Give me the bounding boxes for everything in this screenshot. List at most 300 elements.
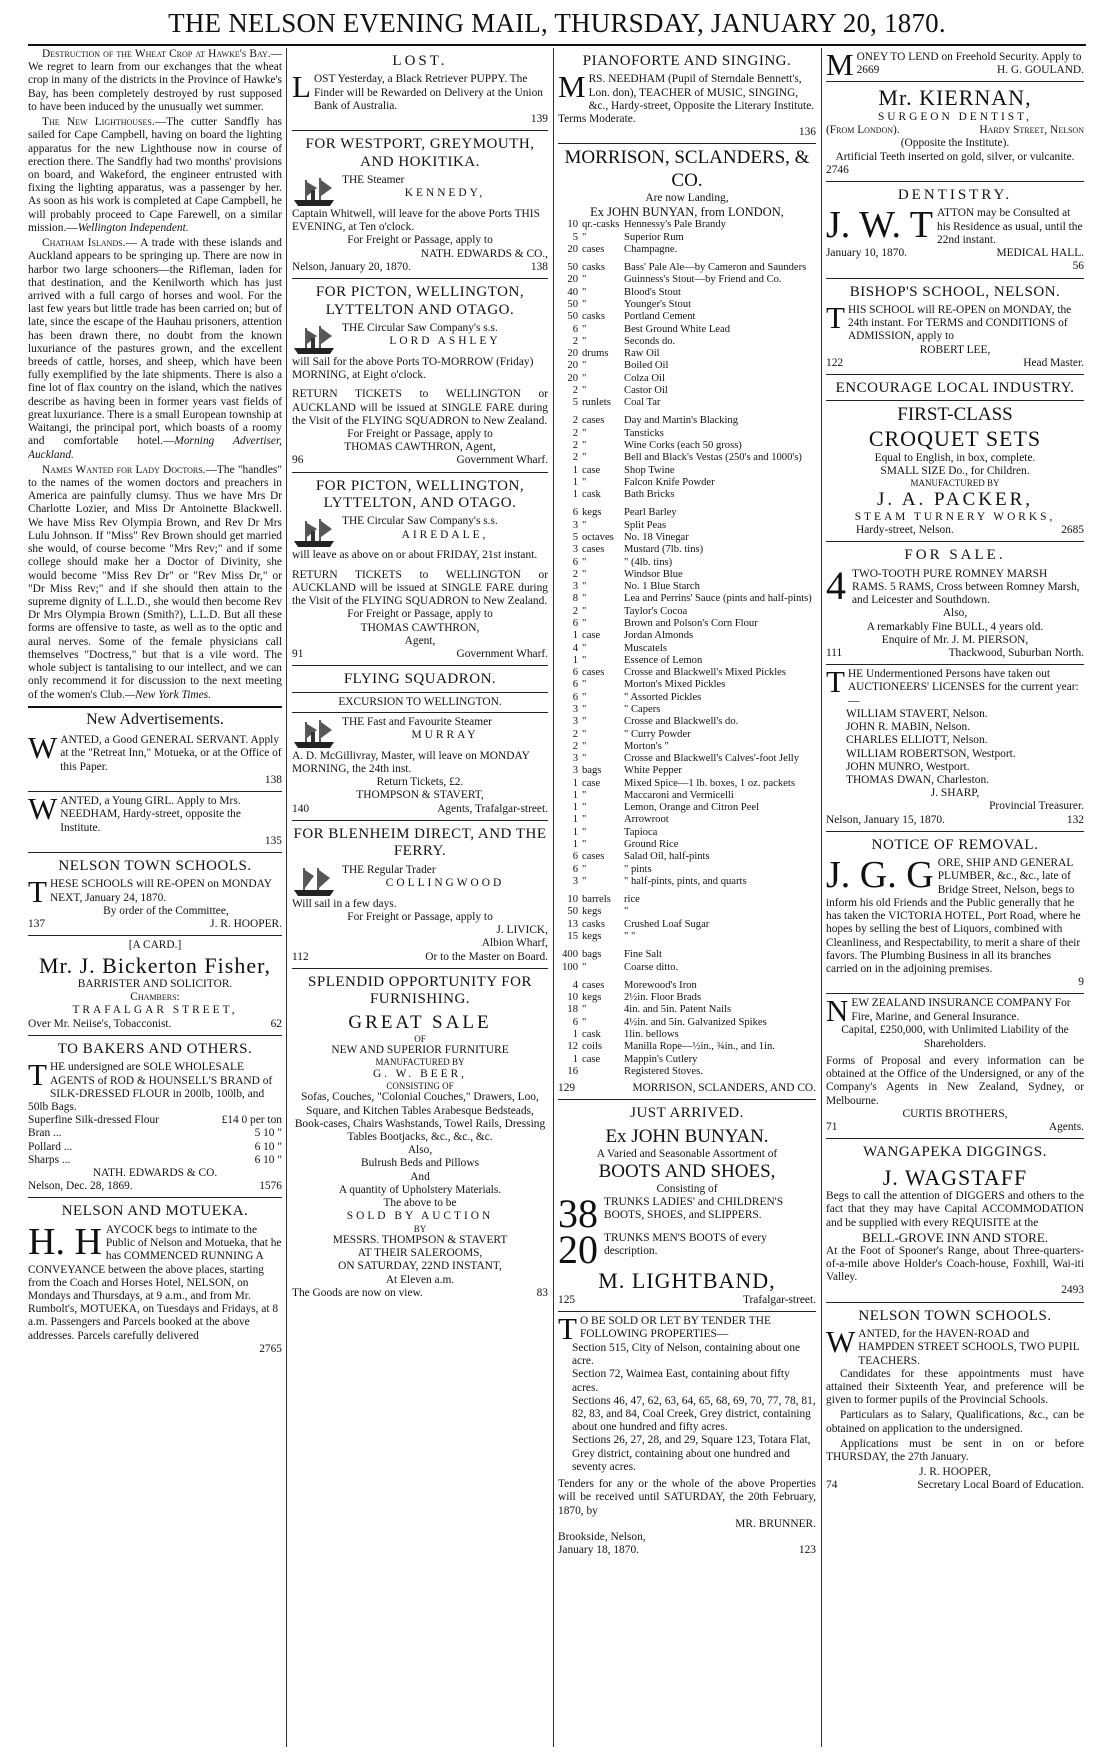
goods-cell: 2 <box>572 427 578 439</box>
goods-cell: case <box>582 777 601 789</box>
goods-cell: 400 <box>562 949 578 961</box>
column-2 <box>292 48 548 1747</box>
goods-cell: Arrowroot <box>624 814 669 826</box>
goods-cell: No. 1 Blue Starch <box>624 581 700 593</box>
goods-row <box>558 692 816 704</box>
goods-cell: Castor Oil <box>624 384 668 396</box>
goods-row <box>558 557 816 569</box>
goods-row <box>558 1054 816 1066</box>
news-item: Destruction of the Wheat Crop at Hawke's Bay.—We regret to learn from our exchanges that the wheat crop in many of the districts in the Province of Hawke's Bay, has been completely destroyed by rust supposed to have been induced by the unusually wet summer. <box>28 48 282 113</box>
goods-cell: 50 <box>567 262 578 274</box>
goods-list <box>558 262 816 409</box>
goods-cell: " <box>582 863 587 875</box>
goods-cell: 50 <box>567 311 578 323</box>
goods-row <box>558 532 816 544</box>
advertisement: MORRISON, SCLANDERS, & CO. Are now Landing, Ex JOHN BUNYAN, from LONDON, 10 qr.-casks Hennessy's Pale Brandy 5 " Superior Rum 20 cases Champagne. 50 casks Bass' Pale Ale—by Cameron and Saunders 20 " Guinness's Stout—by Friend and Co. 40 " Blood's Stout 50 " Younger's Stout 50 casks Portland Cement 6 " Best Ground White Lead 2 " Seconds do. 20 drums Raw Oil 20 " Boiled Oil 20 " Colza Oil 2 " Castor Oil 5 runlets Coal Tar 2 cases Day and Martin's Blacking 2 " Tansticks 2 " Wine Corks (each 50 gross) 2 " Bell and Black's Vestas (250's and 1000's) 1 case Shop Twine 1 " Falcon Knife Powder 1 cask Bath Bricks 6 kegs Pearl Barley 3 " Split Peas 5 octaves No. 18 Vinegar 3 cases Mustard (7lb. tins) 6 " " (4lb. tins) 2 " Windsor Blue 3 " No. 1 Blue Starch 8 " Lea and Perrins' Sauce (pints and half-pints) 2 " Taylor's Cocoa 6 " Brown and Polson's Corn Flour 1 case Jordan Almonds 4 " Muscatels 1 " Essence of Lemon 6 cases Crosse and Blackwell's Mixed Pickles 6 " Morton's Mixed Pickles 6 " " Assorted Pickles 3 " " Capers 3 " Crosse and Blackwell's do. 2 " " Curry Powder 2 " Morton's " 3 " Crosse and Blackwell's Calves'-foot Jelly 3 bags White Pepper 1 case Mixed Spice—1 lb. boxes, 1 oz. packets 1 " Maccaroni and Vermicelli 1 " Lemon, Orange and Citron Peel 1 " Arrowroot 1 " Tapioca 1 " Ground Rice 6 cases Salad Oil, half-pints 6 " " pints 3 " " half-pints, pints, and quarts 10 barrels rice 50 kegs " 13 casks Crushed Loaf Sugar 15 kegs " " 400 bags Fine Salt 100 " Coarse ditto. 4 cases Morewood's Iron 10 kegs 2½in. Floor Brads 18 " 4in. and 5in. Patent Nails 6 " 4½in. and 5in. Galvanized Spikes 1 cask 1lin. bellows 12 coils Manilla Rope—½in., ¾in., and 1in. 1 case Mappin's Cutlery 16 Registered Stoves. 129 MORRISON, SCLANDERS, AND CO. <box>558 144 816 1100</box>
goods-cell: " <box>582 568 587 580</box>
goods-cell: Falcon Knife Powder <box>624 476 715 488</box>
goods-cell: Seconds do. <box>624 335 676 347</box>
list-item: Section 72, Waimea East, containing about fifty acres. <box>572 1368 790 1394</box>
goods-cell: " <box>582 372 587 384</box>
goods-cell: 4½in. and 5in. Galvanized Spikes <box>624 1016 767 1028</box>
goods-row <box>558 851 816 863</box>
goods-row <box>558 606 816 618</box>
goods-cell: 1 <box>572 489 578 501</box>
goods-row <box>558 581 816 593</box>
goods-row <box>558 962 816 974</box>
goods-list <box>558 507 816 888</box>
goods-cell: Mixed Spice—1 lb. boxes, 1 oz. packets <box>624 777 795 789</box>
goods-cell: 1lin. bellows <box>624 1028 679 1040</box>
goods-row <box>558 741 816 753</box>
goods-row <box>558 520 816 532</box>
goods-row <box>558 931 816 943</box>
goods-cell: Younger's Stout <box>624 298 692 310</box>
goods-cell: 10 <box>567 894 578 906</box>
property-list <box>558 1342 816 1474</box>
goods-row <box>558 778 816 790</box>
goods-row <box>558 452 816 464</box>
goods-cell: bags <box>582 765 602 777</box>
advertisement: NEW ZEALAND INSURANCE COMPANY For Fire, Marine, and General Insurance. Capital, £250,000, with Unlimited Liability of the Shareholders. Forms of Proposal and every information can be obtained at the Office of the Undersigned, or any of the Company's Agents in New Zealand, Sydney, or Melbourne. CURTIS BROTHERS, 71 Agents. <box>826 994 1084 1139</box>
goods-row <box>558 232 816 244</box>
goods-cell: " <box>582 716 587 728</box>
goods-cell: cases <box>582 243 605 255</box>
goods-cell: 20 <box>567 243 578 255</box>
column-1 <box>28 48 282 1747</box>
goods-cell: " <box>582 335 587 347</box>
goods-cell: 2 <box>572 440 578 452</box>
column-divider <box>821 48 822 1747</box>
goods-row <box>558 919 816 931</box>
list-item: JOHN MUNRO, Westport. <box>846 760 970 773</box>
goods-cell: drums <box>582 348 609 360</box>
goods-row <box>558 704 816 716</box>
goods-cell: Lea and Perrins' Sauce (pints and half-pints) <box>624 593 812 605</box>
goods-cell: Pearl Barley <box>624 507 677 519</box>
goods-row <box>558 1017 816 1029</box>
goods-cell: Portland Cement <box>624 311 696 323</box>
goods-cell: cases <box>582 544 605 556</box>
goods-cell: 20 <box>567 372 578 384</box>
goods-cell: 18 <box>567 1004 578 1016</box>
goods-row <box>558 790 816 802</box>
news-item: Names Wanted for Lady Doctors.—The "handles" to the names of the women doctors and preachers in America are painfully clumsy. Thus we have Mrs Dr Charlotte Lozier, and Miss Dr Antoinette Blackwell. We have Miss Rev Olympia Brown, and Rev Dr Mrs Lulu Johnson. If "Miss" Rev Brown should get married she would, of course become "Mrs Rev;" and if some college should make her a Doctor of Divinity, she would become "Miss Rev Dr" or "Rev Miss Dr," or "Dr Miss Rev;" and if she should then attain to the supreme dignity of L.L.D., she would then become Rev Dr Mrs Olympia Brown (Smith?), L.L.D. But all these forms are offensive to taste, as well as to the optic and aural nerves. Some of the female physicians call themselves "Doctress," but that is a vile word. The whole subject is tantalising to our intellect, and we can only recommend it for discussion to the next meeting of the women's Club.—New York Times. <box>28 463 282 701</box>
goods-row <box>558 980 816 992</box>
advertisement: TO BAKERS AND OTHERS. T HE undersigned are SOLE WHOLESALE AGENTS of ROD & HOUNSELL'S BRAND of SILK-DRESSED FLOUR in 200lb, 100lb, and 50lb Bags. Superfine Silk-dressed Flour £14 0 per ton Bran ... 5 10 " Pollard ... 6 10 " Sharps ... 6 10 " NATH. EDWARDS & CO. Nelson, Dec. 28, 1869. 1576 <box>28 1036 282 1199</box>
goods-cell: 15 <box>567 931 578 943</box>
goods-cell: 5 <box>572 397 578 409</box>
goods-list <box>558 980 816 1078</box>
goods-cell: Superior Rum <box>624 231 684 243</box>
list-item: CHARLES ELLIOTT, Nelson. <box>846 734 988 747</box>
goods-cell: casks <box>582 262 605 274</box>
goods-cell: " <box>582 703 587 715</box>
advertisement: NELSON AND MOTUEKA. H. H AYCOCK begs to intimate to the Public of Nelson and Motueka, that he has COMMENCED RUNNING A CONVEYANCE between the above places, starting from the Coach and Horses Hotel, NELSON, on Mondays and Thursdays, at 9 a.m., and from Mr. Rumbolt's, MOTUEKA, on Tuesdays and Fridays, at 8 a.m. Passengers and Parcels booked at the above addresses. Parcels carefully delivered 2765 <box>28 1203 282 1355</box>
advertisement: JUST ARRIVED. Ex JOHN BUNYAN. A Varied and Seasonable Assortment of BOOTS AND SHOES, Consisting of 38 TRUNKS LADIES' and CHILDREN'S BOOTS, SHOES, and SLIPPERS. 20 TRUNKS MEN'S BOOTS of every description. M. LIGHTBAND, 125 Trafalgar-street. <box>558 1100 816 1312</box>
goods-cell: cask <box>582 489 601 501</box>
goods-list <box>558 219 816 256</box>
goods-cell: " <box>582 440 587 452</box>
column-4 <box>826 48 1084 1747</box>
advertisement: THE Undermentioned Persons have taken out AUCTIONEERS' LICENSES for the current year:— WILLIAM STAVERT, Nelson. JOHN R. MABIN, Nelson. CHARLES ELLIOTT, Nelson. WILLIAM ROBERTSON, Westport. JOHN MUNRO, Westport. THOMAS DWAN, Charleston. J. SHARP, Provincial Treasurer. Nelson, January 15, 1870. 132 <box>826 665 1084 832</box>
goods-cell: " <box>582 617 587 629</box>
goods-row <box>558 244 816 256</box>
goods-cell: 50 <box>567 906 578 918</box>
goods-cell: Taylor's Cocoa <box>624 605 688 617</box>
goods-cell: " (4lb. tins) <box>624 556 673 568</box>
steamship-icon <box>292 517 336 549</box>
goods-cell: " <box>582 740 587 752</box>
goods-cell: " <box>582 384 587 396</box>
steamship-icon <box>292 176 336 208</box>
goods-row <box>558 299 816 311</box>
goods-cell: 10 <box>567 992 578 1004</box>
goods-cell: " Capers <box>624 703 661 715</box>
goods-cell: 2 <box>572 335 578 347</box>
goods-cell: 4in. and 5in. Patent Nails <box>624 1004 732 1016</box>
goods-cell: Brown and Polson's Corn Flour <box>624 617 758 629</box>
goods-cell: cases <box>582 851 605 863</box>
list-item: Section 515, City of Nelson, containing about one acre. <box>572 1341 801 1368</box>
goods-cell: Morton's " <box>624 740 669 752</box>
goods-cell: Bath Bricks <box>624 489 675 501</box>
goods-cell: " <box>582 679 587 691</box>
goods-cell: " half-pints, pints, and quarts <box>624 875 747 887</box>
masthead: THE NELSON EVENING MAIL, THURSDAY, JANUARY 20, 1870. <box>168 8 946 38</box>
advertisement: WANGAPEKA DIGGINGS. J. WAGSTAFF Begs to call the attention of DIGGERS and others to the fact that they may have Capital ACCOMMODATION and be supplied with every REQUISITE at the BELL-GROVE INN AND STORE. At the Foot of Spooner's Range, about Three-quarters-of-a-mile above Holder's Coach-house, Foxhill, Wai-iti Valley. 2493 <box>826 1139 1084 1303</box>
goods-cell: " <box>582 814 587 826</box>
goods-row <box>558 440 816 452</box>
goods-cell: casks <box>582 311 605 323</box>
goods-cell: cases <box>582 667 605 679</box>
goods-row <box>558 876 816 888</box>
goods-cell: Bass' Pale Ale—by Cameron and Saunders <box>624 262 807 274</box>
goods-row <box>558 593 816 605</box>
goods-cell: " " <box>624 931 636 943</box>
goods-cell: 16 <box>567 1065 578 1077</box>
goods-cell: Crosse and Blackwell's do. <box>624 716 739 728</box>
advertisement: FOR PICTON, WELLINGTON, LYTTELTON, AND OTAGO. THE Circular Saw Company's s.s. AIREDALE, will leave as above on or about FRIDAY, 21st instant. RETURN TICKETS to WELLINGTON or AUCKLAND will be issued at SINGLE FARE during the Visit of the FLYING SQUADRON to New Zealand. For Freight or Passage, apply to THOMAS CAWTHRON, Agent, 91 Government Wharf. <box>292 473 548 667</box>
goods-cell: 10 <box>567 219 578 231</box>
goods-cell: Jordan Almonds <box>624 630 694 642</box>
goods-cell: Fine Salt <box>624 949 662 961</box>
goods-cell: bags <box>582 949 602 961</box>
advertisement: FOR WESTPORT, GREYMOUTH, AND HOKITIKA. THE Steamer KENNEDY, Captain Whitwell, will leave for the above Ports THIS EVENING, at Ten o'clock. For Freight or Passage, apply to NATH. EDWARDS & CO., Nelson, January 20, 1870. 138 <box>292 131 548 279</box>
goods-cell: " Assorted Pickles <box>624 691 702 703</box>
goods-row <box>558 428 816 440</box>
goods-cell: No. 18 Vinegar <box>624 532 689 544</box>
goods-cell: " <box>582 642 587 654</box>
goods-row <box>558 544 816 556</box>
goods-row <box>558 373 816 385</box>
goods-cell: " <box>582 654 587 666</box>
goods-cell: White Pepper <box>624 765 682 777</box>
goods-cell: qr.-casks <box>582 219 620 231</box>
goods-row <box>558 1041 816 1053</box>
goods-row <box>558 219 816 231</box>
goods-cell: 6 <box>572 617 578 629</box>
goods-cell: Lemon, Orange and Citron Peel <box>624 802 760 814</box>
goods-cell: rice <box>624 894 640 906</box>
goods-cell: " <box>582 839 587 851</box>
goods-cell: " <box>624 906 629 918</box>
goods-cell: " <box>582 286 587 298</box>
list-item: Sections 26, 27, 28, and 29, Square 123, Totara Flat, Grey district, containing about one hundred and seventy acres. <box>572 1434 811 1473</box>
goods-row <box>558 729 816 741</box>
goods-row <box>558 569 816 581</box>
goods-cell: " <box>582 556 587 568</box>
goods-cell: barrels <box>582 894 611 906</box>
goods-cell: " <box>582 802 587 814</box>
goods-cell: 2 <box>572 452 578 464</box>
news-item: Chatham Islands.— A trade with these islands and Auckland appears to be springing up. There are now in harbor two large schooners—the Rifleman, laden for that destination, and the Kenilworth which has just arrived with a full cargo of horses and wool. For the last few years but little trade has been carried on; but of late, since the escape of the Hauhau prisoners, attention has been drawn there, no doubt from the known luxuriance of the pastures grown, and the excellent breeds of cattle, horses, and sheep, which have been fully exemplified by the late shipments. There is also a fine lot of flax country on the island, which the natives describe as having been in former years vast fields of great luxuriance. There is a small European township at Waitangi, the principal port, which boasts of a roomy and comfortable hotel.—Morning Advertiser, Auckland. <box>28 237 282 461</box>
steamship-icon <box>292 324 336 356</box>
goods-cell: " <box>582 605 587 617</box>
goods-cell: 2½in. Floor Brads <box>624 992 702 1004</box>
goods-row <box>558 618 816 630</box>
goods-cell: 6 <box>572 691 578 703</box>
goods-cell: 3 <box>572 581 578 593</box>
goods-cell: octaves <box>582 532 614 544</box>
advertisement: [A CARD.] Mr. J. Bickerton Fisher, BARRISTER AND SOLICITOR. Chambers: TRAFALGAR STREET, Over Mr. Neiise's, Tobacconist. 62 <box>28 936 282 1036</box>
goods-cell: 20 <box>567 360 578 372</box>
goods-row <box>558 311 816 323</box>
goods-cell: Registered Stoves. <box>624 1065 703 1077</box>
goods-cell: 6 <box>572 679 578 691</box>
goods-cell: case <box>582 1053 601 1065</box>
goods-cell: " <box>582 789 587 801</box>
steamship-icon <box>292 718 336 750</box>
goods-row <box>558 827 816 839</box>
goods-cell: 4 <box>572 979 578 991</box>
price-list <box>28 1114 282 1167</box>
goods-row <box>558 274 816 286</box>
goods-cell: Best Ground White Lead <box>624 323 731 335</box>
goods-row <box>558 949 816 961</box>
goods-row <box>558 507 816 519</box>
goods-row <box>558 839 816 851</box>
goods-cell: " <box>582 875 587 887</box>
goods-cell: " <box>582 728 587 740</box>
price-row: Pollard ... 6 10 " <box>28 1140 282 1153</box>
goods-cell: " <box>582 826 587 838</box>
advertisement: DENTISTRY. J. W. T ATTON may be Consulted at his Residence as usual, until the 22nd instant. January 10, 1870. MEDICAL HALL. 56 <box>826 182 1084 278</box>
goods-cell: Blood's Stout <box>624 286 681 298</box>
goods-cell: " <box>582 452 587 464</box>
goods-cell: 1 <box>572 1053 578 1065</box>
sailing-ship-icon <box>292 866 336 898</box>
goods-row <box>558 716 816 728</box>
price-row: Sharps ... 6 10 " <box>28 1153 282 1166</box>
goods-row <box>558 1004 816 1016</box>
goods-cell: 1 <box>572 777 578 789</box>
goods-cell: 2 <box>572 568 578 580</box>
goods-row <box>558 385 816 397</box>
advertisement: FOR BLENHEIM DIRECT, AND THE FERRY. THE Regular Trader COLLINGWOOD Will sail in a few days. For Freight or Passage, apply to J. LIVICK, Albion Wharf, 112 Or to the Master on Board. <box>292 821 548 969</box>
advertisement: SPLENDID OPPORTUNITY FOR FURNISHING. GREAT SALE OF NEW AND SUPERIOR FURNITURE MANUFACTURED BY G. W. BEER, CONSISTING OF Sofas, Couches, "Colonial Couches," Drawers, Loo, Square, and Kitchen Tables Arabesque Bedsteads, Book-cases, Chairs Washstands, Towel Rails, Dressing Tables Bootjacks, &c., &c., &c. Also, Bulrush Beds and Pillows And A quantity of Upholstery Materials. The above to be SOLD BY AUCTION BY MESSRS. THOMPSON & STAVERT AT THEIR SALEROOMS, ON SATURDAY, 22ND INSTANT, At Eleven a.m. The Goods are now on view. 83 <box>292 973 548 1299</box>
goods-cell: kegs <box>582 931 602 943</box>
advertisement: ENCOURAGE LOCAL INDUSTRY. FIRST-CLASS CROQUET SETS Equal to English, in box, complete. SMALL SIZE Do., for Children. MANUFACTURED BY J. A. PACKER, STEAM TURNERY WORKS, Hardy-street, Nelson. 2685 <box>826 375 1084 542</box>
goods-cell: Maccaroni and Vermicelli <box>624 789 734 801</box>
goods-cell: 4 <box>572 642 578 654</box>
goods-row <box>558 1066 816 1078</box>
advertisement: LOST. L OST Yesterday, a Black Retriever PUPPY. The Finder will be Rewarded on Delivery at the Union Bank of Australia. 139 <box>292 48 548 131</box>
goods-cell: Coarse ditto. <box>624 961 679 973</box>
goods-cell: 5 <box>572 231 578 243</box>
goods-cell: 8 <box>572 593 578 605</box>
goods-cell: Morewood's Iron <box>624 979 697 991</box>
goods-cell: Split Peas <box>624 519 667 531</box>
goods-cell: Boiled Oil <box>624 360 669 372</box>
goods-cell: runlets <box>582 397 611 409</box>
goods-list <box>558 894 816 943</box>
goods-cell: 1 <box>572 630 578 642</box>
goods-cell: Salad Oil, half-pints <box>624 851 710 863</box>
goods-cell: 6 <box>572 851 578 863</box>
goods-cell: Ground Rice <box>624 839 679 851</box>
name-list <box>826 708 1084 787</box>
goods-cell: " <box>582 360 587 372</box>
goods-cell: Tapioca <box>624 826 658 838</box>
goods-cell: " Curry Powder <box>624 728 691 740</box>
goods-cell: 12 <box>567 1041 578 1053</box>
goods-row <box>558 477 816 489</box>
goods-cell: " <box>582 427 587 439</box>
goods-cell: " <box>582 298 587 310</box>
goods-list <box>558 415 816 501</box>
goods-list <box>558 949 816 974</box>
goods-cell: Essence of Lemon <box>624 654 703 666</box>
goods-cell: " <box>582 323 587 335</box>
goods-cell: 2 <box>572 740 578 752</box>
column-3 <box>558 48 816 1747</box>
goods-row <box>558 465 816 477</box>
goods-row <box>558 397 816 409</box>
goods-cell <box>580 1066 622 1078</box>
goods-cell: Manilla Rope—½in., ¾in., and 1in. <box>624 1041 775 1053</box>
column-divider <box>553 48 554 1747</box>
goods-cell: 1 <box>572 814 578 826</box>
goods-row <box>558 679 816 691</box>
goods-row <box>558 643 816 655</box>
goods-cell: 50 <box>567 298 578 310</box>
goods-cell: " <box>582 476 587 488</box>
goods-cell: 1 <box>572 789 578 801</box>
goods-cell: kegs <box>582 992 602 1004</box>
goods-cell: " <box>582 961 587 973</box>
goods-row <box>558 287 816 299</box>
goods-cell: 2 <box>572 415 578 427</box>
goods-cell: 6 <box>572 556 578 568</box>
goods-row <box>558 1029 816 1041</box>
goods-row <box>558 630 816 642</box>
list-item: JOHN R. MABIN, Nelson. <box>846 721 971 734</box>
price-row: Superfine Silk-dressed Flour £14 0 per ton <box>28 1114 282 1127</box>
goods-cell: Crosse and Blackwell's Calves'-foot Jelly <box>624 753 800 765</box>
goods-cell: kegs <box>582 906 602 918</box>
goods-cell: coils <box>582 1041 603 1053</box>
goods-cell: " <box>582 691 587 703</box>
goods-cell: 1 <box>572 839 578 851</box>
list-item: WILLIAM ROBERTSON, Westport. <box>846 747 1016 760</box>
goods-cell: 1 <box>572 1028 578 1040</box>
goods-row <box>558 360 816 372</box>
goods-cell: cases <box>582 415 605 427</box>
goods-row <box>558 906 816 918</box>
goods-cell: Champagne. <box>624 243 678 255</box>
goods-cell: 40 <box>567 286 578 298</box>
advertisement: MONEY TO LEND on Freehold Security. Apply to 2669 H. G. GOULAND. <box>826 48 1084 82</box>
goods-cell: " pints <box>624 863 652 875</box>
goods-cell: Morton's Mixed Pickles <box>624 679 726 691</box>
news-item: The New Lighthouses.—The cutter Sandfly has sailed for Cape Campbell, having on board the lighting apparatus for the new Lighthouse now in course of erection there. The Sandfly had two months' provisions on board, and Wakeford, the engineer entrusted with fixing the lighting apparatus, was a passenger by her. As soon as his work is completed at Cape Campbell, he will probably proceed to Cape Farewell, on a similar mission.—Wellington Independent. <box>28 116 282 234</box>
advertisement: WANTED, a Young GIRL. Apply to Mrs. NEEDHAM, Hardy-street, opposite the Institute. 135 <box>28 792 282 853</box>
goods-row <box>558 992 816 1004</box>
advertisement: FOR PICTON, WELLINGTON, LYTTELTON AND OTAGO. THE Circular Saw Company's s.s. LORD ASHLEY will Sail for the above Ports TO-MORROW (Friday) MORNING, at Eight o'clock. RETURN TICKETS to WELLINGTON or AUCKLAND will be issued at SINGLE FARE during the Visit of the FLYING SQUADRON to New Zealand. For Freight or Passage, apply to THOMAS CAWTHRON, Agent, 96 Government Wharf. <box>292 279 548 473</box>
goods-cell: 2 <box>572 605 578 617</box>
goods-cell: case <box>582 464 601 476</box>
goods-cell: casks <box>582 918 605 930</box>
list-item: Sections 46, 47, 62, 63, 64, 65, 68, 69, 70, 77, 78, 81, 82, 83, and 84, Coal Creek, Grey district, containing about one hundred and fifty acres. <box>572 1394 816 1434</box>
goods-cell: 20 <box>567 274 578 286</box>
goods-cell: Mustard (7lb. tins) <box>624 544 704 556</box>
goods-cell: Colza Oil <box>624 372 665 384</box>
goods-cell: 3 <box>572 703 578 715</box>
goods-cell: " <box>582 1004 587 1016</box>
goods-cell: Tansticks <box>624 427 664 439</box>
section-title: New Advertisements. <box>28 706 282 730</box>
advertisement: NELSON TOWN SCHOOLS. T HESE SCHOOLS will RE-OPEN on MONDAY NEXT, January 24, 1870. By order of the Committee, 137 J. R. HOOPER. <box>28 853 282 936</box>
goods-cell: 1 <box>572 802 578 814</box>
goods-row <box>558 336 816 348</box>
list-item: WILLIAM STAVERT, Nelson. <box>846 707 988 720</box>
goods-cell: Muscatels <box>624 642 667 654</box>
goods-cell: Crushed Loaf Sugar <box>624 918 710 930</box>
goods-cell: Crosse and Blackwell's Mixed Pickles <box>624 667 786 679</box>
goods-cell: Day and Martin's Blacking <box>624 415 739 427</box>
goods-cell: 6 <box>572 667 578 679</box>
goods-cell: 2 <box>572 384 578 396</box>
goods-cell: 3 <box>572 716 578 728</box>
goods-cell: 100 <box>562 961 578 973</box>
goods-cell: cask <box>582 1028 601 1040</box>
goods-cell: Guinness's Stout—by Friend and Co. <box>624 274 782 286</box>
advertisement: FLYING SQUADRON. EXCURSION TO WELLINGTON. THE Fast and Favourite Steamer MURRAY A. D. McGillivray, Master, will leave on MONDAY MORNING, the 24th inst. Return Tickets, £2. THOMPSON & STAVERT, 140 Agents, Trafalgar-street. <box>292 666 548 821</box>
advertisement: WANTED, a Good GENERAL SERVANT. Apply at the "Retreat Inn," Motueka, or at the Office of this Paper. 138 <box>28 731 282 792</box>
goods-cell: 6 <box>572 323 578 335</box>
goods-row <box>558 324 816 336</box>
goods-row <box>558 802 816 814</box>
goods-cell: 5 <box>572 532 578 544</box>
list-item: THOMAS DWAN, Charleston. <box>846 773 990 786</box>
goods-cell: cases <box>582 979 605 991</box>
goods-cell: " <box>582 753 587 765</box>
goods-cell: 1 <box>572 654 578 666</box>
goods-cell: 2 <box>572 728 578 740</box>
goods-cell: 20 <box>567 348 578 360</box>
goods-cell: 6 <box>572 863 578 875</box>
goods-row <box>558 753 816 765</box>
goods-row <box>558 894 816 906</box>
goods-cell: case <box>582 630 601 642</box>
goods-row <box>558 765 816 777</box>
advertisement: BISHOP'S SCHOOL, NELSON. T HIS SCHOOL will RE-OPEN on MONDAY, the 24th instant. For TERMS and CONDITIONS of ADMISSION, apply to ROBERT LEE, 122 Head Master. <box>826 279 1084 375</box>
masthead-rule <box>28 44 1086 46</box>
goods-cell: 1 <box>572 476 578 488</box>
column-divider <box>286 48 287 1747</box>
goods-cell: 1 <box>572 826 578 838</box>
